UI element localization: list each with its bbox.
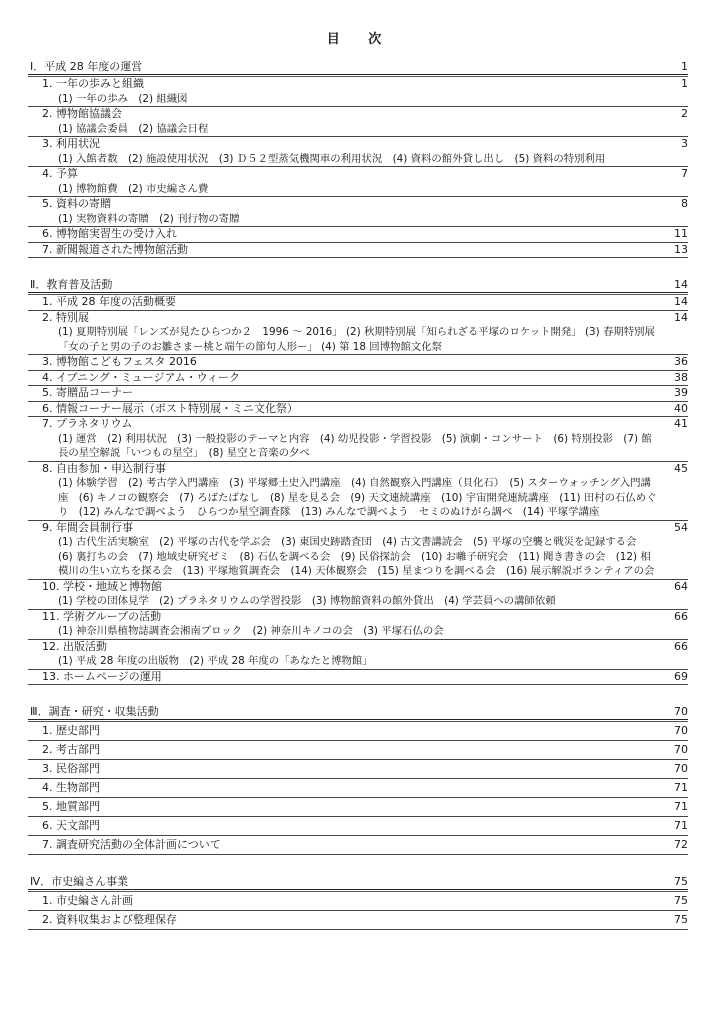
toc-entry <box>28 107 688 137</box>
entry-label: 2. 特別展 <box>42 310 89 324</box>
entry-page-number: 7 <box>681 167 688 180</box>
entry-label: 2. 資料収集および整理保存 <box>42 913 177 926</box>
entry-label: 6. 天文部門 <box>42 819 100 832</box>
toc-entry <box>28 355 688 371</box>
entry-label: 5. 資料の寄贈 <box>42 197 111 210</box>
toc-entry <box>28 243 688 259</box>
entry-label: 7. 調査研究活動の全体計画について <box>42 838 221 851</box>
entry-page-number: 40 <box>674 401 688 415</box>
toc-entry <box>28 402 688 418</box>
section-heading <box>28 705 688 720</box>
entry-label: 2. 考古部門 <box>42 743 100 756</box>
entry-label: 1. 一年の歩みと組織 <box>42 77 144 90</box>
section-title: Ⅰ．平成 28 年度の運営 <box>30 60 143 73</box>
toc-title: 目 次 <box>326 32 394 47</box>
entry-label: 2. 博物館協議会 <box>42 107 122 120</box>
entry-page-number: 1 <box>681 77 688 90</box>
entry-label: 1. 市史編さん計画 <box>42 894 133 907</box>
toc-entry <box>28 167 688 197</box>
entry-label: 3. 利用状況 <box>42 137 100 150</box>
entry-label: 6. 情報コーナー展示（ポスト特別展・ミニ文化祭） <box>42 401 298 415</box>
entry-page-number: 38 <box>674 370 688 384</box>
section-page-number: 70 <box>674 705 688 718</box>
toc-entry <box>28 817 688 836</box>
entry-page-number: 36 <box>674 355 688 368</box>
entry-subitems: (1) 夏期特別展「レンズが見たひらつか２ 1996 ～ 2016」 (2) 秋期特別展「知られざる平塚のロケット開発」 (3) 春期特別展「女の子と男の子のお雛さまー桃と端午の節句人形ー」 (4) 第 18 回博物館文化祭 <box>58 326 655 353</box>
toc-section <box>28 875 688 930</box>
entry-page-number: 11 <box>674 227 688 240</box>
entry-subitems: (1) 神奈川県植物誌調査会湘南ブロック (2) 神奈川キノコの会 (3) 平塚石仏の会 <box>58 625 444 637</box>
entry-label: 4. 予算 <box>42 167 78 180</box>
section-page-number: 14 <box>674 278 688 291</box>
entry-subitems: (1) 学校の団体見学 (2) プラネタリウムの学習投影 (3) 博物館資料の館外貸出 (4) 学芸員への講師依頼 <box>58 595 556 607</box>
entry-page-number: 13 <box>674 242 688 256</box>
toc-entry <box>28 521 688 580</box>
table-of-contents <box>28 60 688 950</box>
entry-label: 7. プラネタリウム <box>42 417 133 430</box>
entry-label: 6. 博物館実習生の受け入れ <box>42 227 177 240</box>
entry-page-number: 70 <box>674 743 688 756</box>
entry-page-number: 71 <box>674 781 688 794</box>
entry-subitems: (1) 入館者数 (2) 施設使用状況 (3) Ｄ５２型蒸気機関車の利用状況 (4) 資料の館外貸し出し (5) 資料の特別利用 <box>58 152 606 165</box>
entry-page-number: 71 <box>674 800 688 813</box>
entry-label: 10. 学校・地域と博物館 <box>42 579 162 593</box>
section-heading <box>28 60 688 75</box>
entry-subitems: (1) 博物館費 (2) 市史編さん費 <box>58 182 209 195</box>
entry-page-number: 41 <box>674 417 688 430</box>
toc-section <box>28 278 688 685</box>
entry-subitems: (1) 協議会委員 (2) 協議会日程 <box>58 122 209 135</box>
entry-label: 1. 歴史部門 <box>42 724 100 737</box>
entry-page-number: 14 <box>674 295 688 308</box>
entry-page-number: 75 <box>674 894 688 907</box>
toc-entry <box>28 417 688 462</box>
toc-entry <box>28 386 688 402</box>
entry-subitems: (1) 平成 28 年度の出版物 (2) 平成 28 年度の「あなたと博物館」 <box>58 655 373 667</box>
toc-entry <box>28 798 688 817</box>
entry-label: 4. イブニング・ミュージアム・ウィーク <box>42 370 241 384</box>
toc-entry <box>28 610 688 640</box>
toc-entry <box>28 580 688 610</box>
toc-entry <box>28 197 688 227</box>
entry-label: 7. 新聞報道された博物館活動 <box>42 242 188 256</box>
section-heading <box>28 875 688 890</box>
toc-entry <box>28 836 688 855</box>
toc-entry <box>28 911 688 930</box>
entry-label: 5. 地質部門 <box>42 800 100 813</box>
entry-page-number: 39 <box>674 386 688 399</box>
toc-entry <box>28 77 688 107</box>
toc-entry <box>28 760 688 779</box>
entry-page-number: 66 <box>674 639 688 653</box>
entry-page-number: 70 <box>674 762 688 775</box>
entry-page-number: 54 <box>674 520 688 534</box>
toc-entry <box>28 311 688 356</box>
toc-entry <box>28 670 688 686</box>
entry-label: 4. 生物部門 <box>42 781 100 794</box>
entry-page-number: 66 <box>674 609 688 623</box>
toc-entry <box>28 741 688 760</box>
entry-subitems: (1) 実物資料の寄贈 (2) 刊行物の寄贈 <box>58 212 240 225</box>
toc-entry <box>28 227 688 243</box>
entry-label: 1. 平成 28 年度の活動概要 <box>42 295 176 308</box>
entry-label: 3. 民俗部門 <box>42 762 100 775</box>
entry-label: 12. 出版活動 <box>42 639 107 653</box>
section-title: Ⅳ．市史編さん事業 <box>30 875 129 888</box>
section-page-number: 75 <box>674 875 688 888</box>
entry-page-number: 71 <box>674 819 688 832</box>
entry-page-number: 8 <box>681 197 688 210</box>
entry-subitems: (1) 運営 (2) 利用状況 (3) 一般投影のテーマと内容 (4) 幼児投影・学習投影 (5) 演劇・コンサート (6) 特別投影 (7) 館長の星空解説「いつもの星空」 (8) 星空と音楽の夕べ <box>58 432 652 459</box>
entry-subitems: (1) 体験学習 (2) 考古学入門講座 (3) 平塚郷土史入門講座 (4) 自然観察入門講座（貝化石） (5) スターウォッチング入門講座 (6) キノコの観察会 (7) ろばたばなし (8) 星を見る会 (9) 天文連続講座 (10) 宇宙開発連続講座 (11) 田村の石仏めぐり (12) みんなで調べよう ひらつか星空調査隊 (13) みんなで調べよう セミのぬけがら調べ (14) 平塚学講座 <box>58 477 657 518</box>
entry-label: 3. 博物館こどもフェスタ 2016 <box>42 355 197 368</box>
entry-page-number: 75 <box>674 913 688 926</box>
section-title: Ⅱ．教育普及活動 <box>30 278 113 291</box>
entry-page-number: 69 <box>674 669 688 683</box>
entry-page-number: 14 <box>674 310 688 324</box>
section-page-number: 1 <box>681 60 688 73</box>
toc-entry <box>28 371 688 387</box>
entry-page-number: 70 <box>674 724 688 737</box>
toc-section <box>28 60 688 258</box>
entry-page-number: 64 <box>674 579 688 593</box>
entry-label: 8. 自由参加・申込制行事 <box>42 461 166 475</box>
toc-entry <box>28 722 688 741</box>
entry-label: 5. 寄贈品コーナー <box>42 386 133 399</box>
entry-subitems: (1) 一年の歩み (2) 組織図 <box>58 92 188 105</box>
toc-entry <box>28 462 688 521</box>
entry-page-number: 2 <box>681 107 688 120</box>
section-heading <box>28 278 688 293</box>
toc-entry <box>28 779 688 798</box>
toc-entry <box>28 295 688 311</box>
entry-subitems: (1) 古代生活実験室 (2) 平塚の古代を学ぶ会 (3) 東国史跡踏査団 (4) 古文書講読会 (5) 平塚の空襲と戦災を記録する会 (6) 裏打ちの会 (7) 地域史研究ゼミ (8) 石仏を調べる会 (9) 民俗探訪会 (10) お囃子研究会 (11) 聞き書きの会 (12) 相模川の生い立ちを探る会 (13) 平塚地質調査会 (14) 天体観察会 (15) 星まつりを調べる会 (16) 展示解説ボランティアの会 <box>58 536 655 577</box>
entry-page-number: 72 <box>674 838 688 851</box>
entry-page-number: 3 <box>681 137 688 150</box>
toc-entry <box>28 137 688 167</box>
toc-entry <box>28 892 688 911</box>
toc-section <box>28 705 688 855</box>
entry-label: 13. ホームページの運用 <box>42 669 162 683</box>
entry-label: 11. 学術グループの活動 <box>42 609 162 623</box>
entry-page-number: 45 <box>674 461 688 475</box>
toc-entry <box>28 640 688 670</box>
section-title: Ⅲ．調査・研究・収集活動 <box>30 705 159 718</box>
entry-label: 9. 年間会員制行事 <box>42 520 133 534</box>
